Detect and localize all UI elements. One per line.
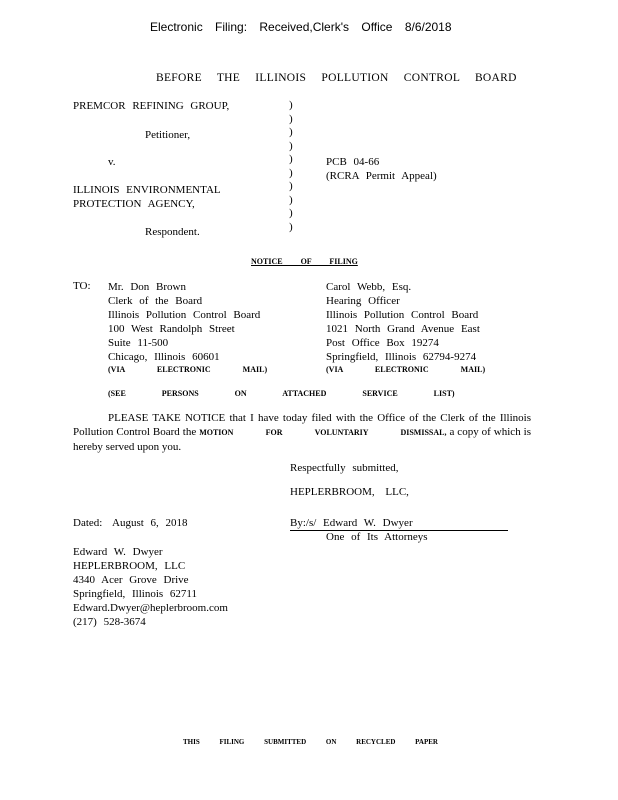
- see-persons-note: (SEE PERSONS ON ATTACHED SERVICE LIST): [108, 389, 455, 398]
- date: August 6, 2018: [112, 517, 188, 529]
- respondent-role: Respondent.: [145, 226, 200, 238]
- caption-paren: ): [289, 220, 293, 233]
- closing: Respectfully submitted,: [290, 462, 399, 474]
- attorney-line: Springfield, Illinois 62711: [73, 588, 198, 600]
- filing-stamp: Electronic Filing: Received,Clerk's Office 8/6/2018: [150, 20, 452, 34]
- petitioner-role: Petitioner,: [145, 129, 191, 141]
- caption-paren: ): [289, 112, 293, 125]
- caption-paren: ): [289, 126, 293, 138]
- left-via: (VIA ELECTRONIC MAIL): [108, 365, 268, 374]
- attorney-line: Edward W. Dwyer: [73, 546, 163, 558]
- notice-body: [73, 411, 531, 454]
- caption-paren: ): [289, 139, 293, 152]
- firm-name: HEPLERBROOM, LLC,: [290, 486, 409, 498]
- caption-paren: ): [289, 166, 293, 179]
- dated-label: Dated:: [73, 517, 103, 529]
- recipient-line: 1021 North Grand Avenue East: [326, 323, 480, 335]
- recipient-line: Post Office Box 19274: [326, 337, 439, 349]
- attorney-line: 4340 Acer Grove Drive: [73, 574, 189, 586]
- respondent-line-1: ILLINOIS ENVIRONMENTAL: [73, 184, 221, 196]
- case-number: PCB 04-66: [326, 156, 380, 168]
- attorney-email: Edward.Dwyer@heplerbroom.com: [73, 602, 228, 614]
- recipient-line: Carol Webb, Esq.: [326, 281, 412, 293]
- motion-title: MOTION FOR VOLUNTARIY DISMISSAL,: [199, 428, 447, 437]
- signature-by-line: By:/s/ Edward W. Dwyer: [290, 517, 413, 529]
- recipient-line: Clerk of the Board: [108, 295, 203, 307]
- respondent-line-2: PROTECTION AGENCY,: [73, 198, 195, 210]
- notice-title: NOTICE OF FILING: [251, 257, 358, 266]
- case-type: (RCRA Permit Appeal): [326, 170, 437, 182]
- caption-paren: ): [289, 193, 293, 206]
- caption-paren: ): [289, 207, 293, 219]
- body-text-2: a copy of which is hereby served upon you.: [73, 426, 532, 453]
- recipient-line: Illinois Pollution Control Board: [326, 309, 479, 321]
- caption-paren: ): [289, 180, 293, 192]
- recipient-line: Suite 11-500: [108, 337, 169, 349]
- signature-role: One of Its Attorneys: [326, 531, 428, 543]
- recipient-line: Springfield, Illinois 62794-9274: [326, 351, 477, 363]
- attorney-line: HEPLERBROOM, LLC: [73, 560, 186, 572]
- attorney-block: [73, 545, 228, 629]
- recycled-paper-note: THIS FILING SUBMITTED ON RECYCLED PAPER: [183, 738, 438, 746]
- left-recipient: [108, 280, 260, 364]
- recipient-line: Illinois Pollution Control Board: [108, 309, 261, 321]
- right-recipient: [326, 280, 480, 364]
- attorney-phone: (217) 528-3674: [73, 616, 146, 628]
- to-label: TO:: [73, 280, 91, 292]
- versus-label: v.: [108, 156, 116, 168]
- recipient-line: 100 West Randolph Street: [108, 323, 235, 335]
- caption-paren: ): [289, 99, 293, 111]
- body-text-1: PLEASE TAKE NOTICE that I have today filed with the Office of the Clerk of the Illinois Pollution Control Board the: [73, 412, 531, 438]
- recipient-line: Hearing Officer: [326, 295, 400, 307]
- court-heading: BEFORE THE ILLINOIS POLLUTION CONTROL BOARD: [156, 72, 517, 84]
- recipient-line: Chicago, Illinois 60601: [108, 351, 220, 363]
- right-via: (VIA ELECTRONIC MAIL): [326, 365, 486, 374]
- petitioner-name: PREMCOR REFINING GROUP,: [73, 100, 230, 112]
- caption-paren: ): [289, 153, 293, 165]
- caption-parens: [289, 99, 293, 234]
- recipient-line: Mr. Don Brown: [108, 281, 186, 293]
